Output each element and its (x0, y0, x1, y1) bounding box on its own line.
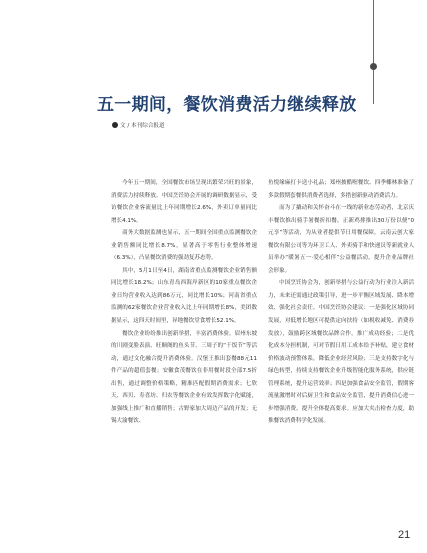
article-title: 五一期间，餐饮消费活力继续释放 (97, 95, 357, 115)
decorative-rule (373, 0, 374, 104)
byline-text: 文 / 本刊综合报道 (120, 123, 165, 129)
paragraph: 其中，5月1日至4日，湖南省重点监测餐饮企业销售额同比增长18.2%；山东青岛西海岸新区的10家重点餐饮企业日均营业收入达到86万元，同比增长10%；河南省重点监测的62家餐饮企业营业收入比上年同期增长8%，美团数据显示，这四天时间里，异地餐饮堂食增长52.1%。 (111, 267, 257, 325)
paragraph: 中国烹饪协会为，创新举措与公益行动为行业注入新活力，未来还需通过政策引导，进一步平衡区域发展、降本增效、强化社会责任。中国烹饪协会建议：一是强化区域协同发展，对低增长地区可提供定向扶持（如税收减免、消费券发放），鼓励跨区域餐饮品牌合作，推广成功经验；二是优化成本分担机制，可对节假日用工成本给予补贴，建立食材价格波动预警体系，降低企业经营风险；三是支持数字化与绿色转型，持续支持餐饮企业升级智能化服务系统，供应链管理系统，提升运营效率；四是加强食品安全监管，假期客流量激增时对后厨卫生和食品安全监管，提升消费信心进一步增强消费，提升全体提高要求。应加大夹击检查力度，助推餐饮消费科学化发展。 (268, 280, 414, 425)
paragraph: 鱼悦缘麻打卡送小礼品；郑州披酷喔餐饮、四季椰林准备了多款假期套餐供消费者选择，多措创新驱动消费活力。 (268, 180, 414, 199)
bullet-icon (112, 122, 118, 128)
decorative-dot-icon (370, 63, 377, 70)
header-band (0, 0, 427, 58)
byline (112, 121, 165, 129)
paragraph: 今年五一期间，全国餐饮市场呈现出繁荣兴旺的景象，消费活力持续释放。中国烹饪协会开展的调研数据显示，受访餐饮企业客流量比上年同期增长2.6%，外卖订单量同比增长4.1%。 (111, 180, 257, 224)
left-column (111, 177, 257, 428)
paragraph: 餐饮企业纷纷推出创新举措，丰富消费体验。眉州东坡的川剧变脸表演、旺顺阁的鱼头节、三周子的“干饭节”等活动，通过文化融合提升消费体验。汉堡王推出套餐88元11件产品的超值套餐；安徽食茂餐饮在非用餐时段全部7.5折出售，通过调整价格策略，精准匹配假期消费需求；七欣天、西贝、寿喜坊、归农等餐饮企业有效发挥数字化赋能，加强线上推广和直播销售；古野家加大周边产品的开发；无锡大渝餐饮、 (111, 330, 257, 425)
right-column (268, 177, 414, 428)
page-number: 21 (398, 529, 411, 541)
paragraph: 而为了撬动和关怀奋斗在一线的新业态劳动者，北京庆丰餐饮推出骑手暑餐折扣餐，正新鸡排推出30万份以便“0元享”等活动，为从业者提供节日用餐保障。云南云创大家餐饮有限公司等为环卫工人、外卖骑手和快递员等新就业人员举办“暖暑五一·爱心相伴”公益餐活动，提升企业品牌社会形象。 (268, 205, 414, 274)
paragraph: 商务大数据监测也显示，五一期间全国重点监测餐饮企业销售额同比增长8.7%，显著高于零售行业整体增速（6.3%），凸显餐饮消费的强劲复苏态势。 (111, 230, 257, 262)
